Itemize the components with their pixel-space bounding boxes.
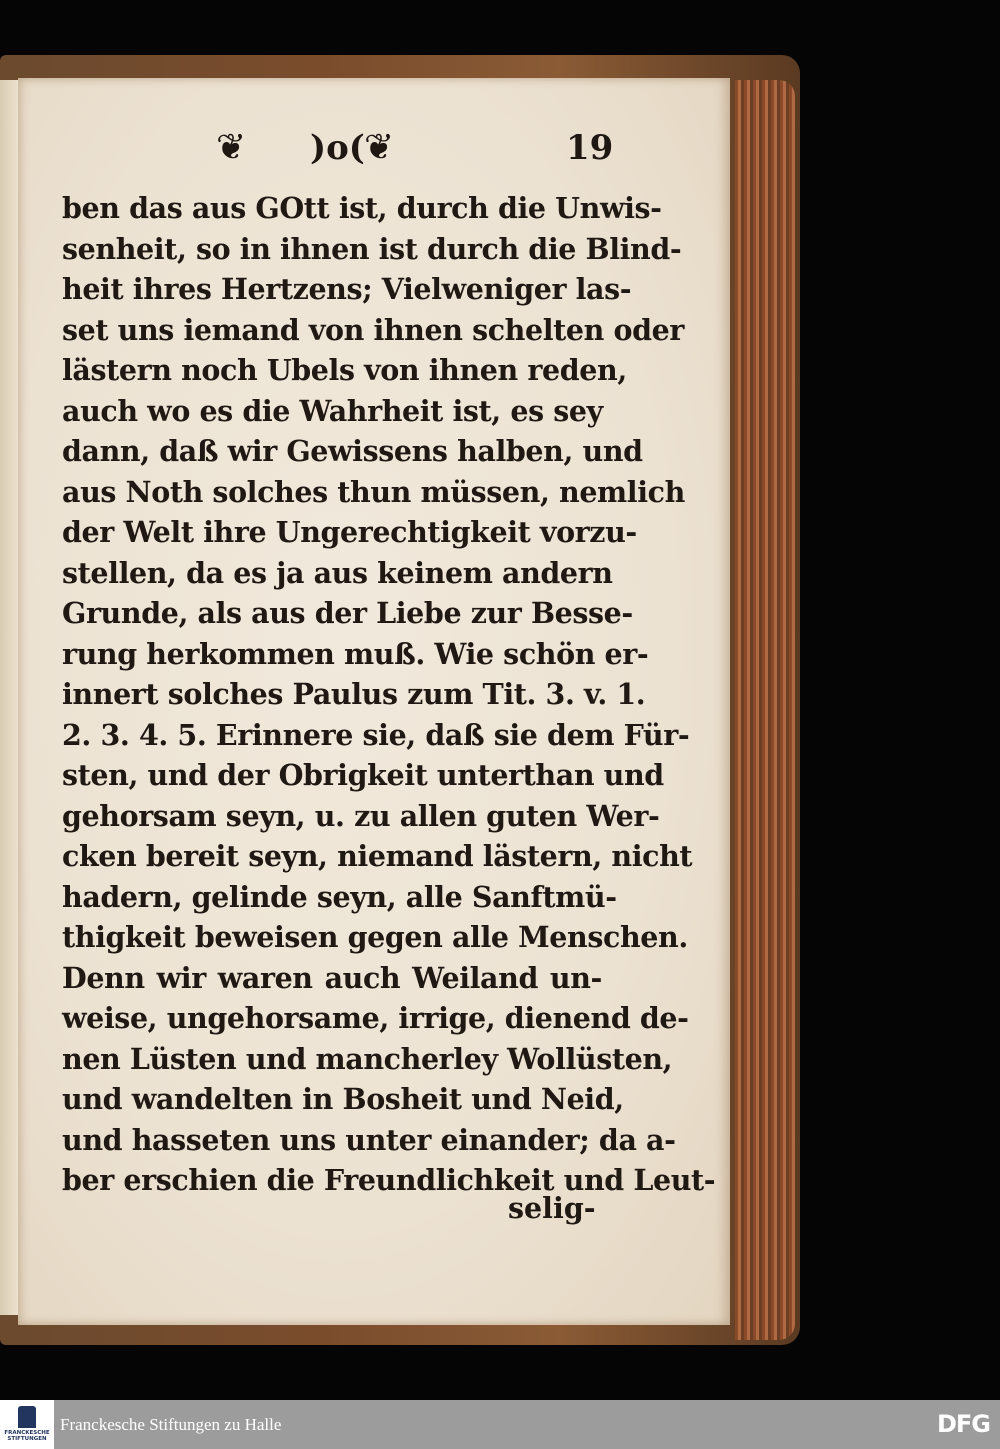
text-line: dann, daß wir Gewissens halben, und (62, 434, 643, 468)
text-line: gehorsam seyn, u. zu allen guten Wer- (62, 798, 660, 833)
text-line: aus Noth solches thun müssen, nemlich (62, 474, 685, 509)
text-line: und wandelten in Bosheit und Neid, (62, 1082, 624, 1116)
ornament-center: )o( (310, 128, 365, 168)
text-line: und hasseten uns unter einander; da a- (62, 1122, 676, 1157)
institution-logo[interactable] (0, 1400, 54, 1449)
dfg-logo[interactable]: DFG (936, 1410, 990, 1438)
ornament-right-icon: ❦ (364, 127, 395, 168)
text-line: stellen, da es ja aus keinem andern (62, 555, 613, 590)
logo-text: FRANCKESCHE STIFTUNGEN (4, 1430, 50, 1442)
book-page (18, 78, 730, 1325)
text-line: Denn wir waren auch Weiland un- (62, 960, 602, 995)
text-line: cken bereit seyn, niemand lästern, nicht (62, 839, 693, 873)
page-edges (735, 80, 795, 1340)
text-line: sten, und der Obrigkeit unterthan und (62, 758, 664, 792)
facing-page-edge (0, 80, 20, 1315)
text-line: rung herkommen muß. Wie schön er- (62, 636, 649, 671)
page-header (18, 123, 730, 173)
text-line: auch wo es die Wahrheit ist, es sey (62, 393, 603, 428)
viewer-footer (0, 1400, 1000, 1449)
francke-logo-icon (18, 1406, 36, 1428)
text-line: der Welt ihre Ungerechtigkeit vorzu- (62, 515, 637, 549)
ornament-left-icon: ❦ (216, 127, 247, 168)
page-number: 19 (566, 128, 614, 168)
text-line: weise, ungehorsame, irrige, dienend de- (62, 1001, 689, 1035)
text-line: heit ihres Hertzens; Vielweniger las- (62, 272, 632, 306)
text-line: innert solches Paulus zum Tit. 3. v. 1. (62, 677, 646, 711)
page-text (62, 188, 716, 1201)
text-line: nen Lüsten und mancherley Wollüsten, (62, 1041, 673, 1076)
text-line: ben das aus GOtt ist, durch die Unwis- (62, 191, 662, 225)
text-line: thigkeit beweisen gegen alle Menschen. (62, 920, 688, 954)
text-line: hadern, gelinde seyn, alle Sanftmü- (62, 879, 617, 914)
text-line: set uns iemand von ihnen schelten oder (62, 312, 684, 347)
catchword: selig- (508, 1191, 596, 1225)
institution-name: Franckesche Stiftungen zu Halle (60, 1415, 282, 1434)
text-line: 2. 3. 4. 5. Erinnere sie, daß sie dem Für- (62, 717, 690, 752)
text-line: lästern noch Ubels von ihnen reden, (62, 353, 627, 387)
text-line: ber erschien die Freundlichkeit und Leut- (62, 1163, 716, 1197)
text-line: senheit, so in ihnen ist durch die Blind- (62, 231, 682, 266)
text-line: Grunde, als aus der Liebe zur Besse- (62, 596, 633, 630)
